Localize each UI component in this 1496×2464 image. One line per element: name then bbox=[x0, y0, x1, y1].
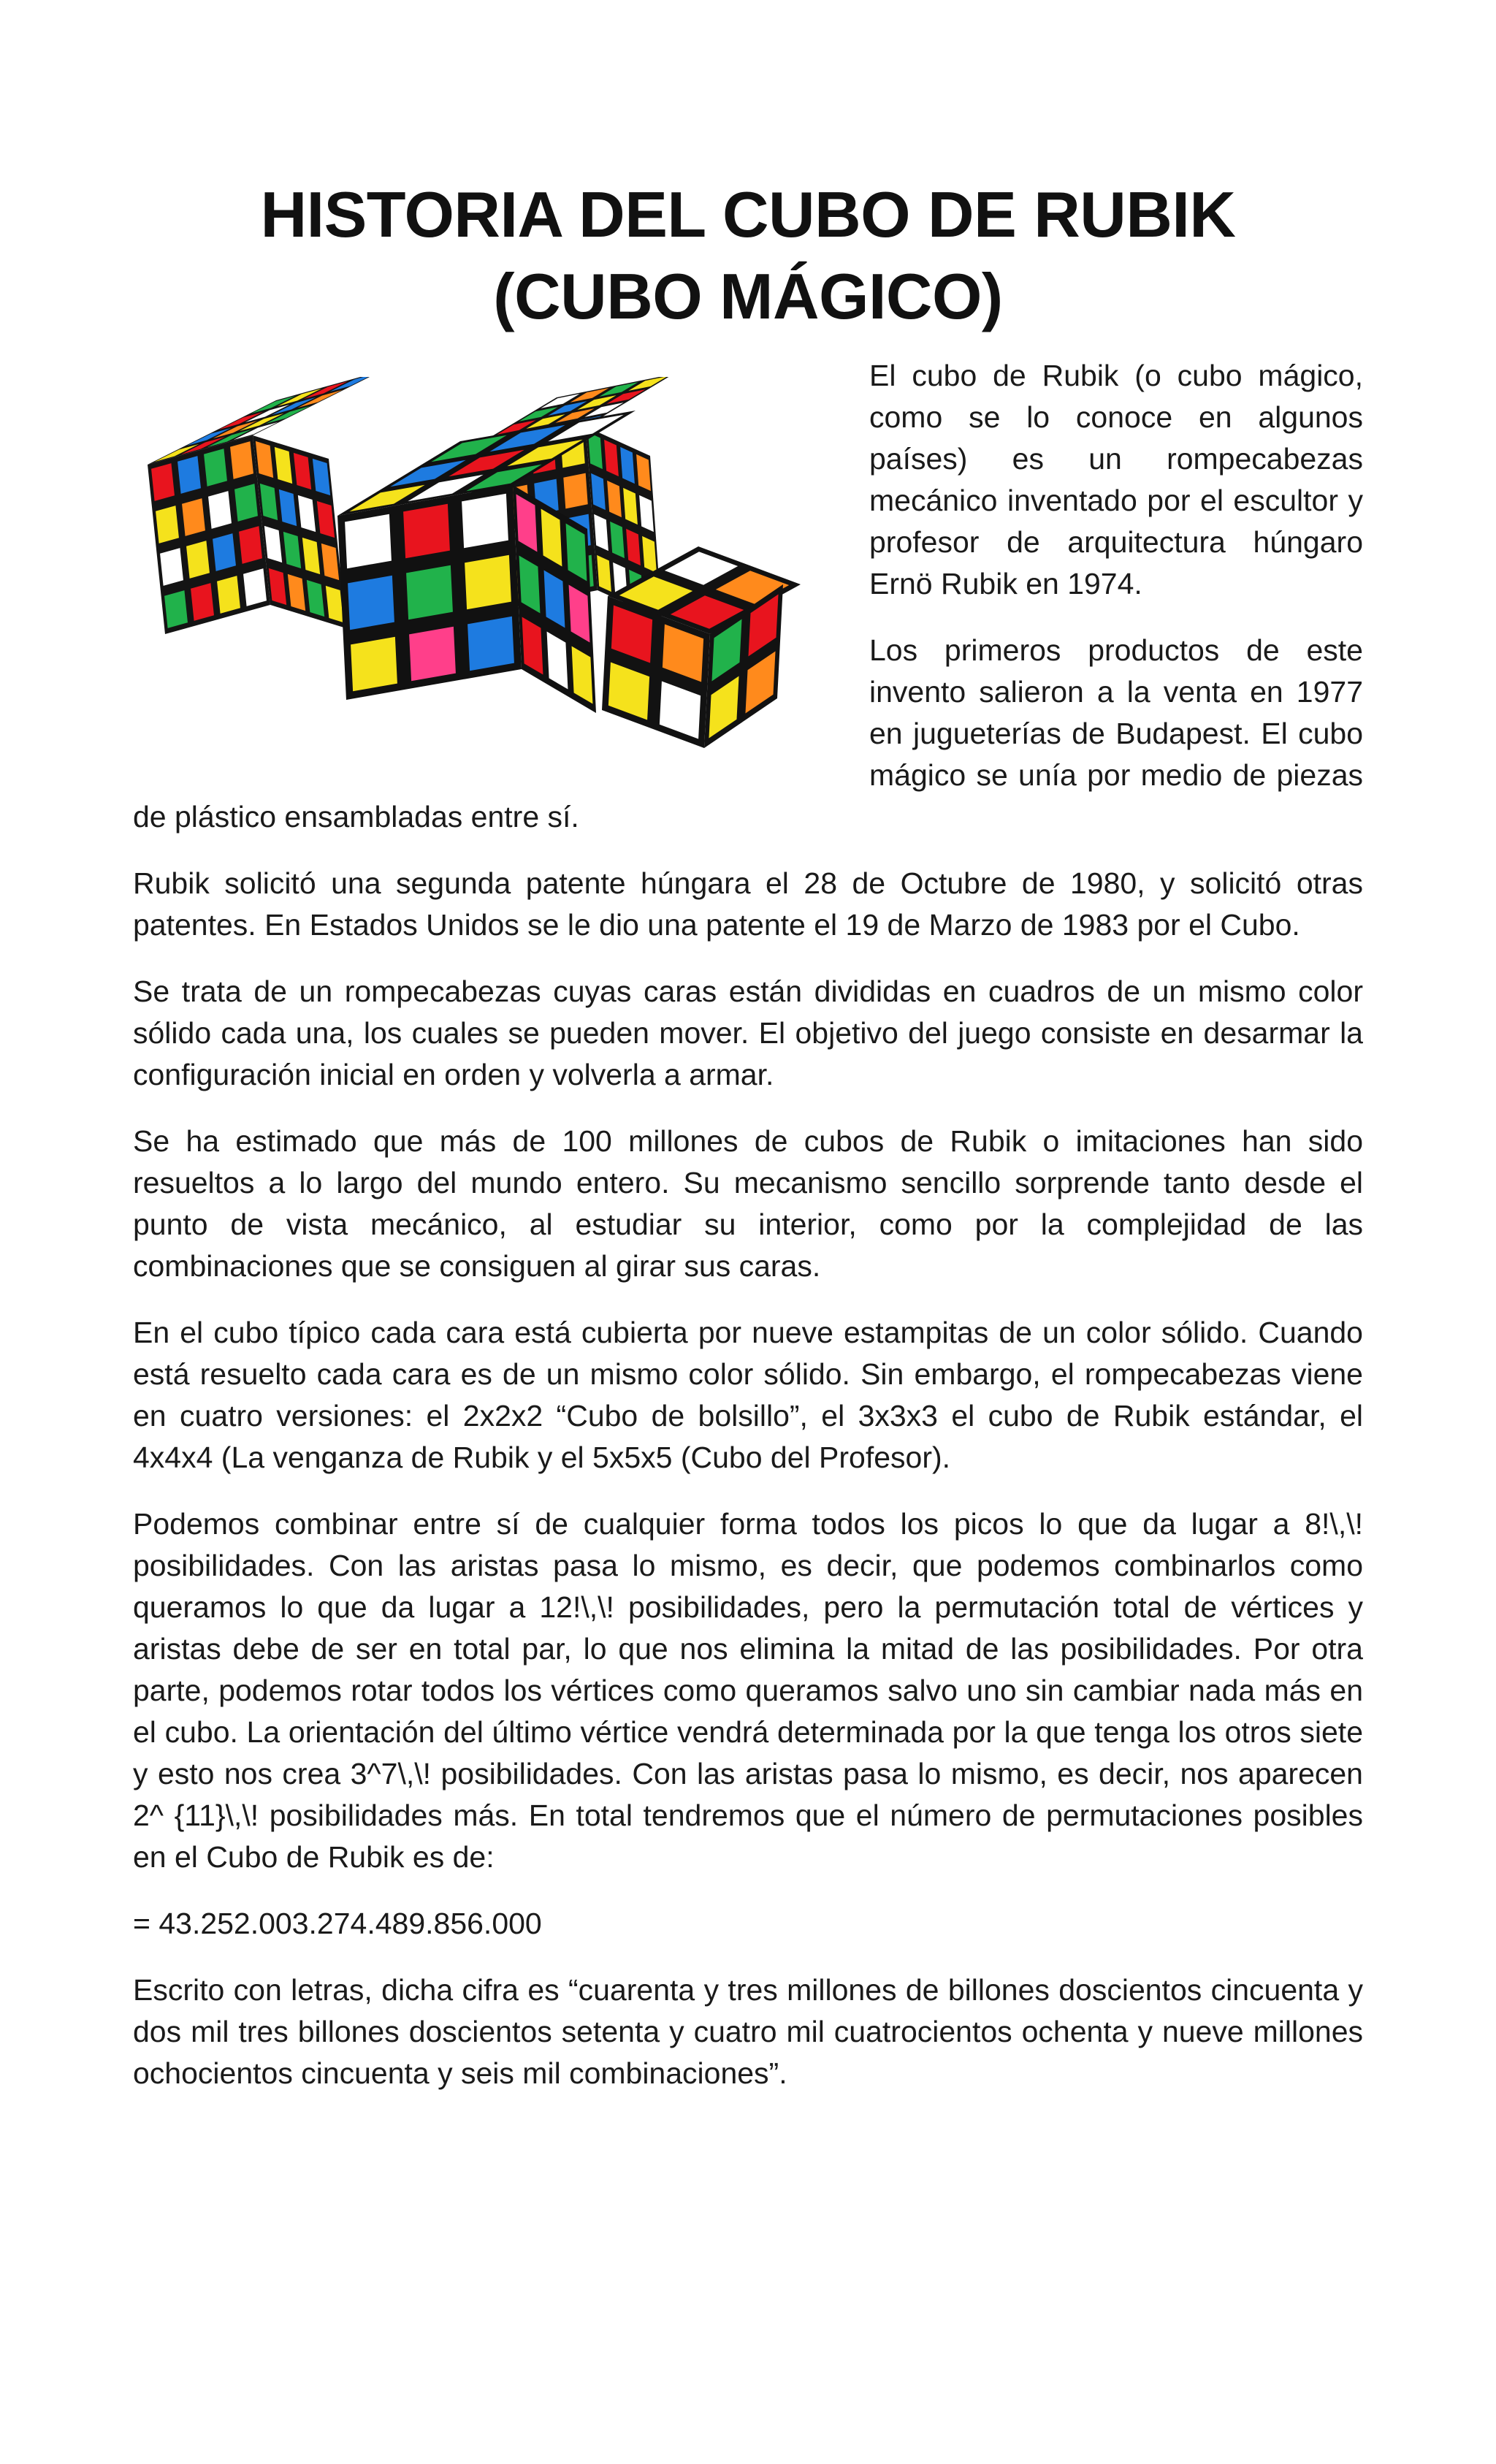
paragraph-patent: Rubik solicitó una segunda patente húngara el 28 de Octubre de 1980, y solicitó otras patentes. En Estados Unidos se le dio una patente el 19 de Marzo de 1983 por el Cubo. bbox=[133, 866, 1363, 942]
title-line-1: HISTORIA DEL CUBO DE RUBIK bbox=[260, 178, 1236, 251]
paragraph-description: Se trata de un rompecabezas cuyas caras están divididas en cuadros de un mismo color sólido cada una, los cuales se pueden mover. El objetivo del juego consiste en desarmar la configuración inicial en orden y volverla a armar. bbox=[133, 974, 1363, 1091]
paragraph-in-words: Escrito con letras, dicha cifra es “cuarenta y tres millones de billones doscientos cincuenta y dos mil tres billones doscientos setenta y cuatro mil cuatrocientos ochenta y nueve millones ochocientos cincuenta y seis mil combinaciones”. bbox=[133, 1973, 1363, 2090]
page-title bbox=[133, 0, 1363, 337]
paragraph-total-number: = 43.252.003.274.489.856.000 bbox=[133, 1907, 542, 1940]
document-page bbox=[133, 0, 1363, 2119]
rubiks-cubes-photo-icon bbox=[133, 377, 812, 764]
paragraph-history: Los primeros productos de este invento salieron a la venta en 1977 en jugueterías de Budapest. El cubo mágico se unía por medio de piezas de plástico ensambladas entre sí. bbox=[133, 633, 1363, 834]
rubiks-cubes-image bbox=[133, 377, 812, 764]
paragraph-intro: El cubo de Rubik (o cubo mágico, como se lo conoce en algunos países) es un rompecabezas mecánico inventado por el escultor y profesor de arquitectura húngaro Ernö Rubik en 1974. bbox=[869, 359, 1363, 600]
paragraph-permutations: Podemos combinar entre sí de cualquier forma todos los picos lo que da lugar a 8!\,\! posibilidades. Con las aristas pasa lo mismo, es decir, que podemos combinarlos como queramos lo que da lugar a 12!\,\! posibilidades, pero la permutación total de vértices y aristas debe de ser en total par, lo que nos elimina la mitad de las posibilidades. Por otra parte, podemos rotar todos los vértices como queramos salvo uno sin cambiar nada más en el cubo. La orientación del último vértice vendrá determinada por la que tenga los otros siete y esto nos crea 3^7\,\! posibilidades. Con las aristas pasa lo mismo, es decir, nos aparecen 2^ {11}\,\! posibilidades más. En total tendremos que el número de permutaciones posibles en el Cubo de Rubik es de: bbox=[133, 1507, 1363, 1874]
paragraph-versions: En el cubo típico cada cara está cubierta por nueve estampitas de un color sólido. Cuando está resuelto cada cara es de un mismo color sólido. Sin embargo, el rompecabezas viene en cuatro versiones: el 2x2x2 “Cubo de bolsillo”, el 3x3x3 el cubo de Rubik estándar, el 4x4x4 (La venganza de Rubik y el 5x5x5 (Cubo del Profesor). bbox=[133, 1316, 1363, 1474]
paragraph-popularity: Se ha estimado que más de 100 millones de cubos de Rubik o imitaciones han sido resueltos a lo largo del mundo entero. Su mecanismo sencillo sorprende tanto desde el punto de vista mecánico, al estudiar su interior, como por la complejidad de las combinaciones que se consiguen al girar sus caras. bbox=[133, 1124, 1363, 1283]
article-body bbox=[133, 355, 1363, 2094]
title-line-2: (CUBO MÁGICO) bbox=[493, 260, 1003, 332]
intro-block bbox=[133, 355, 1363, 863]
